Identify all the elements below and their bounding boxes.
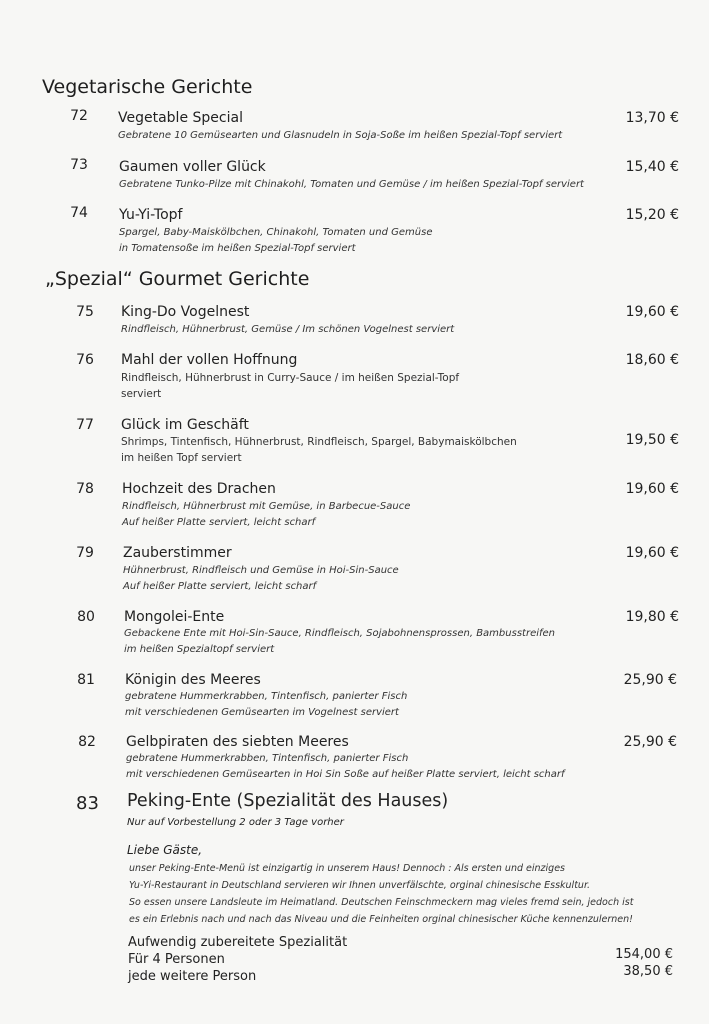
peking-preorder-note: Nur auf Vorbestellung 2 oder 3 Tage vorher [127, 817, 344, 828]
item-description: Spargel, Baby-Maiskölbchen, Chinakohl, Tomaten und Gemüse in Tomatensoße im heißen Spezial-Topf serviert [119, 227, 433, 254]
item-price: 25,90 € [623, 672, 677, 688]
item-number: 82 [78, 734, 96, 750]
item-number: 80 [77, 609, 95, 625]
item-name: Zauberstimmer [123, 545, 232, 561]
item-description: gebratene Hummerkrabben, Tintenfisch, panierter Fisch mit verschiedenen Gemüsearten in Hoi Sin Soße auf heißer Platte serviert, leicht scharf [126, 753, 565, 780]
item-description: Rindfleisch, Hühnerbrust in Curry-Sauce / im heißen Spezial-Topf serviert [121, 372, 460, 400]
item-price: 15,40 € [625, 159, 679, 175]
section-title-gourmet: „Spezial“ Gourmet Gerichte [45, 268, 310, 290]
item-number: 76 [76, 352, 94, 368]
price-4-persons: 154,00 € [615, 947, 673, 962]
item-description: Hühnerbrust, Rindfleisch und Gemüse in Hoi-Sin-Sauce Auf heißer Platte serviert, leicht scharf [123, 565, 399, 592]
item-number: 77 [76, 417, 94, 433]
peking-item-name: Peking-Ente (Spezialität des Hauses) [127, 791, 449, 811]
item-name: Mahl der vollen Hoffnung [121, 352, 298, 368]
item-description: Gebratene 10 Gemüsearten und Glasnudeln in Soja-Soße im heißen Spezial-Topf serviert [118, 130, 563, 141]
peking-item-number: 83 [76, 793, 99, 814]
item-number: 78 [76, 481, 94, 497]
item-price: 15,20 € [625, 207, 679, 223]
item-description: Rindfleisch, Hühnerbrust mit Gemüse, in Barbecue-Sauce Auf heißer Platte serviert, leicht scharf [122, 501, 411, 528]
item-price: 19,80 € [625, 609, 679, 625]
item-description: Gebratene Tunko-Pilze mit Chinakohl, Tomaten und Gemüse / im heißen Spezial-Topf serviert [119, 179, 584, 190]
section-title-vegetarian: Vegetarische Gerichte [42, 76, 253, 98]
item-number: 74 [70, 205, 88, 221]
item-price: 13,70 € [625, 110, 679, 126]
peking-prices [615, 946, 673, 980]
item-price: 25,90 € [623, 734, 677, 750]
guest-letter: unser Peking-Ente-Menü ist einzigartig in unserem Haus! Dennoch : Als ersten und einziges Yu-Yi-Restaurant in Deutschland servieren wir Ihnen unverfälschte, orginal chinesische Esskultur. So essen unsere Landsleute im Heimatland. Deutschen Feinschmeckern mag vieles fremd sein, jedoch ist es ein Erlebnis nach und nach das Niveau und die Feinheiten orginal chinesischer Küche kennenzulernen! [129, 863, 634, 925]
guest-greeting: Liebe Gäste, [127, 843, 203, 857]
item-description: Rindfleisch, Hühnerbrust, Gemüse / Im schönen Vogelnest serviert [121, 324, 455, 335]
item-name: Vegetable Special [118, 110, 243, 126]
item-price: 19,60 € [625, 545, 679, 561]
item-price: 19,60 € [625, 481, 679, 497]
item-name: Königin des Meeres [125, 672, 261, 688]
item-name: Gaumen voller Glück [119, 159, 266, 175]
item-number: 81 [77, 672, 95, 688]
item-name: King-Do Vogelnest [121, 304, 250, 320]
item-number: 73 [70, 157, 88, 173]
price-additional-person: 38,50 € [623, 964, 673, 979]
item-description: Shrimps, Tintenfisch, Hühnerbrust, Rindfleisch, Spargel, Babymaiskölbchen im heißen Topf serviert [121, 436, 517, 464]
item-name: Glück im Geschäft [121, 417, 249, 433]
item-price: 19,60 € [625, 304, 679, 320]
item-description: Gebackene Ente mit Hoi-Sin-Sauce, Rindfleisch, Sojabohnensprossen, Bambusstreifen im heißen Spezialtopf serviert [124, 628, 556, 655]
peking-offer: Aufwendig zubereitete Spezialität Für 4 Personen jede weitere Person [128, 935, 348, 984]
item-number: 79 [76, 545, 94, 561]
item-description: gebratene Hummerkrabben, Tintenfisch, panierter Fisch mit verschiedenen Gemüsearten im Vogelnest serviert [125, 691, 408, 718]
item-number: 75 [76, 304, 94, 320]
item-price: 18,60 € [625, 352, 679, 368]
item-name: Hochzeit des Drachen [122, 481, 276, 497]
item-name: Yu-Yi-Topf [119, 207, 183, 223]
item-price: 19,50 € [625, 432, 679, 448]
item-name: Gelbpiraten des siebten Meeres [126, 734, 349, 750]
item-number: 72 [70, 108, 88, 124]
item-name: Mongolei-Ente [124, 609, 225, 625]
